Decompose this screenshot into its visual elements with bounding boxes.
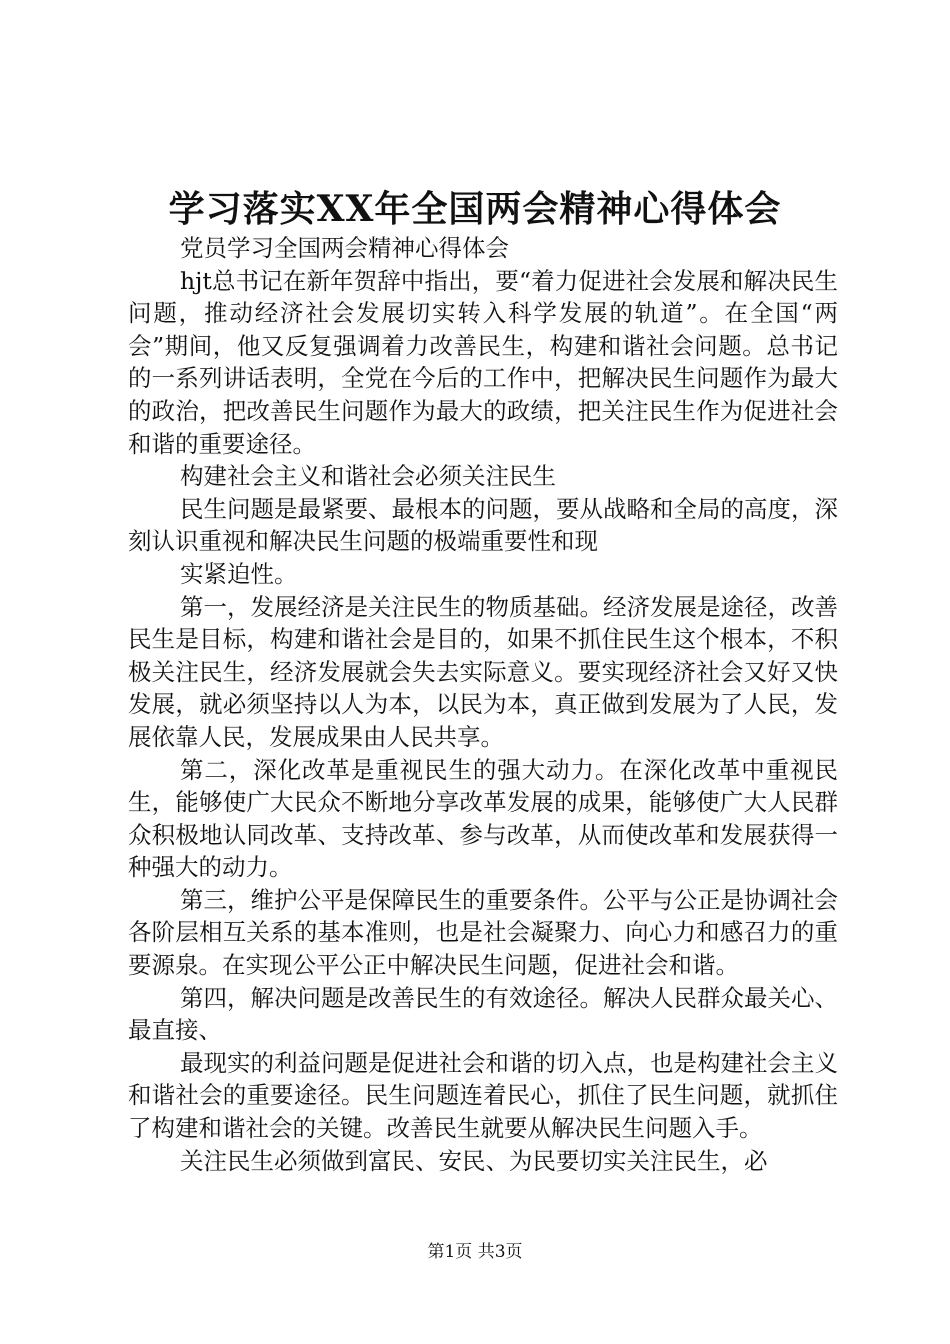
document-title: 学习落实XX年全国两会精神心得体会 xyxy=(168,188,782,230)
paragraph-heading: 构建社会主义和谐社会必须关注民生 xyxy=(180,462,556,491)
paragraph: 第二，深化改革是重视民生的强大动力。在深化改革中重视民生，能够使广大民众不断地分享改革发展的成果，能够使广大人民群众积极地认同改革、支持改革、参与改革，从而使改革和发展获得一种强大的动力。 xyxy=(128,755,838,882)
document-body xyxy=(128,232,838,1177)
page-number-footer: 第1页 共3页 xyxy=(427,1242,523,1262)
paragraph: 关注民生必须做到富民、安民、为民要切实关注民生，必 xyxy=(180,1146,768,1175)
paragraph: 第四，解决问题是改善民生的有效途径。解决人民群众最关心、最直接、 xyxy=(128,983,838,1045)
paragraph: 第一，发展经济是关注民生的物质基础。经济发展是途径，改善民生是目标，构建和谐社会是目的，如果不抓住民生这个根本，不积极关注民生，经济发展就会失去实际意义。要实现经济社会又好又快发展，就必须坚持以人为本，以民为本，真正做到发展为了人民，发展依靠人民，发展成果由人民共享。 xyxy=(128,592,838,751)
paragraph: 第三，维护公平是保障民生的重要条件。公平与公正是协调社会各阶层相互关系的基本准则，也是社会凝聚力、向心力和感召力的重要源泉。在实现公平公正中解决民生问题，促进社会和谐。 xyxy=(128,885,838,980)
paragraph: 最现实的利益问题是促进社会和谐的切入点，也是构建社会主义和谐社会的重要途径。民生问题连着民心，抓住了民生问题，就抓住了构建和谐社会的关键。改善民生就要从解决民生问题入手。 xyxy=(128,1048,838,1143)
paragraph: 民生问题是最紧要、最根本的问题，要从战略和全局的高度，深刻认识重视和解决民生问题的极端重要性和现 xyxy=(128,494,838,556)
paragraph: hjt总书记在新年贺辞中指出，要“着力促进社会发展和解决民生问题，推动经济社会发展切实转入科学发展的轨道”。在全国“两会”期间，他又反复强调着力改善民生，构建和谐社会问题。总书记的一系列讲话表明，全党在今后的工作中，把解决民生问题作为最大的政治，把改善民生问题作为最大的政绩，把关注民生作为促进社会和谐的重要途径。 xyxy=(128,266,838,458)
paragraph: 实紧迫性。 xyxy=(180,559,298,588)
paragraph-subtitle: 党员学习全国两会精神心得体会 xyxy=(180,234,509,262)
